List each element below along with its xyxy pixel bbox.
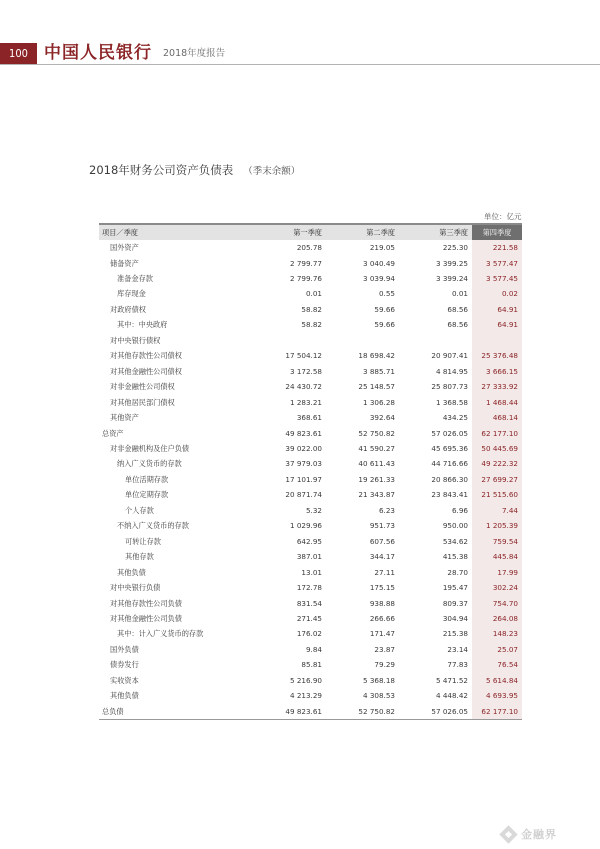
cell-q4: 445.84 bbox=[472, 549, 522, 564]
table-row bbox=[99, 472, 522, 487]
cell-q4: 148.23 bbox=[472, 626, 522, 641]
table-row bbox=[99, 626, 522, 641]
cell-q1: 39 022.00 bbox=[285, 444, 322, 454]
cell-q3: 23 843.41 bbox=[431, 490, 468, 500]
cell-q3: 4 448.42 bbox=[435, 691, 468, 701]
cell-q1: 49 823.61 bbox=[285, 428, 322, 438]
table-row bbox=[99, 503, 522, 518]
row-label: 其他资产 bbox=[110, 413, 139, 423]
cell-q4: 3 577.45 bbox=[472, 271, 522, 286]
cell-q4: 759.54 bbox=[472, 534, 522, 549]
table-header-row bbox=[99, 224, 522, 240]
cell-q4: 3 666.15 bbox=[472, 364, 522, 379]
cell-q3: 68.56 bbox=[447, 320, 468, 330]
cell-q4: 27 333.92 bbox=[472, 379, 522, 394]
row-label: 不纳入广义货币的存款 bbox=[117, 521, 189, 531]
cell-q2: 266.66 bbox=[369, 614, 395, 623]
table-title bbox=[89, 162, 300, 178]
cell-q1: 2 799.77 bbox=[289, 258, 322, 268]
row-label: 其中：计入广义货币的存款 bbox=[117, 629, 204, 639]
cell-q1: 17 504.12 bbox=[285, 351, 322, 361]
cell-q2: 171.47 bbox=[369, 629, 395, 639]
cell-q2: 3 885.71 bbox=[362, 366, 395, 376]
cell-q3: 3 399.24 bbox=[435, 274, 468, 284]
cell-q3: 57 026.05 bbox=[399, 704, 472, 720]
cell-q1: 0.01 bbox=[305, 289, 322, 299]
cell-q1: 85.81 bbox=[301, 660, 322, 670]
cell-q3: 215.38 bbox=[442, 629, 468, 639]
cell-q3: 44 716.66 bbox=[431, 459, 468, 469]
cell-q3: 57 026.05 bbox=[431, 428, 468, 438]
table-row bbox=[99, 240, 522, 255]
page-number: 100 bbox=[0, 43, 37, 64]
cell-q3: 195.47 bbox=[442, 583, 468, 593]
table-row bbox=[99, 549, 522, 564]
cell-q2: 0.55 bbox=[378, 289, 395, 299]
diamond-logo-icon bbox=[499, 825, 517, 843]
cell-q4: 27 699.27 bbox=[472, 472, 522, 487]
table-row bbox=[99, 425, 522, 440]
table-row bbox=[99, 534, 522, 549]
cell-q4: 62 177.10 bbox=[472, 425, 522, 440]
row-label: 国外负债 bbox=[110, 644, 139, 654]
cell-q3: 434.25 bbox=[442, 413, 468, 423]
row-label: 实收资本 bbox=[110, 675, 139, 685]
cell-q1: 3 172.58 bbox=[289, 366, 322, 376]
cell-q3: 304.94 bbox=[442, 614, 468, 623]
cell-q2: 175.15 bbox=[369, 583, 395, 593]
table-row bbox=[99, 364, 522, 379]
cell-q2: 344.17 bbox=[369, 552, 395, 562]
row-label: 其他负债 bbox=[110, 691, 139, 701]
cell-q1: 5.32 bbox=[305, 505, 322, 515]
cell-q1: 387.01 bbox=[296, 552, 322, 562]
header-q4: 第四季度 bbox=[472, 224, 522, 240]
cell-q4: 62 177.10 bbox=[472, 704, 522, 720]
cell-q3: 20 866.30 bbox=[431, 474, 468, 484]
cell-q4: 5 614.84 bbox=[472, 673, 522, 688]
table-row bbox=[99, 333, 522, 348]
cell-q4: 754.70 bbox=[472, 595, 522, 610]
table-row bbox=[99, 302, 522, 317]
cell-q4: 302.24 bbox=[472, 580, 522, 595]
row-label: 其中：中央政府 bbox=[117, 320, 168, 330]
unit-label: 单位：亿元 bbox=[484, 212, 522, 221]
cell-q3: 77.83 bbox=[447, 660, 468, 670]
cell-q3: 3 399.25 bbox=[435, 258, 468, 268]
cell-q4: 7.44 bbox=[472, 503, 522, 518]
watermark-text: 金融界 bbox=[521, 828, 557, 841]
cell-q1: 9.84 bbox=[305, 644, 322, 654]
cell-q3: 45 695.36 bbox=[431, 444, 468, 454]
cell-q1: 58.82 bbox=[301, 304, 322, 314]
table-row bbox=[99, 487, 522, 502]
cell-q1: 49 823.61 bbox=[244, 704, 326, 720]
table-row bbox=[99, 379, 522, 394]
cell-q2: 21 343.87 bbox=[358, 490, 395, 500]
cell-q4: 25.07 bbox=[472, 642, 522, 657]
table-row bbox=[99, 642, 522, 657]
table-row bbox=[99, 271, 522, 286]
cell-q2: 6.23 bbox=[378, 505, 395, 515]
cell-q3: 415.38 bbox=[442, 552, 468, 562]
row-label: 国外资产 bbox=[110, 243, 139, 253]
cell-q1: 24 430.72 bbox=[285, 382, 322, 392]
cell-q2: 41 590.27 bbox=[358, 444, 395, 454]
cell-q2: 18 698.42 bbox=[358, 351, 395, 361]
cell-q3: 225.30 bbox=[442, 243, 468, 253]
cell-q2: 52 750.82 bbox=[358, 428, 395, 438]
row-label: 对中央银行负债 bbox=[110, 583, 161, 593]
cell-q3: 28.70 bbox=[447, 567, 468, 577]
header-q1: 第一季度 bbox=[244, 224, 326, 240]
cell-q4: 264.08 bbox=[472, 611, 522, 626]
cell-q2: 25 148.57 bbox=[358, 382, 395, 392]
cell-q1 bbox=[244, 333, 326, 348]
cell-q1: 20 871.74 bbox=[285, 490, 322, 500]
cell-q1: 271.45 bbox=[296, 614, 322, 623]
bank-name: 中国人民银行 bbox=[44, 43, 152, 63]
table-row bbox=[99, 611, 522, 626]
cell-q4: 0.02 bbox=[472, 286, 522, 301]
cell-q2: 52 750.82 bbox=[326, 704, 399, 720]
table-row bbox=[99, 348, 522, 363]
cell-q1: 17 101.97 bbox=[285, 474, 322, 484]
row-label: 储备资产 bbox=[110, 258, 139, 268]
table-row bbox=[99, 657, 522, 672]
cell-q4: 64.91 bbox=[472, 302, 522, 317]
row-label: 对非金融性公司债权 bbox=[110, 382, 175, 392]
cell-q3: 950.00 bbox=[442, 521, 468, 531]
cell-q2: 4 308.53 bbox=[362, 691, 395, 701]
table-row bbox=[99, 317, 522, 332]
page-header bbox=[0, 43, 600, 65]
cell-q2: 219.05 bbox=[369, 243, 395, 253]
table-row bbox=[99, 688, 522, 703]
cell-q2: 23.87 bbox=[374, 644, 395, 654]
row-label: 对中央银行债权 bbox=[110, 335, 161, 345]
table-row bbox=[99, 673, 522, 688]
row-label: 对政府债权 bbox=[110, 304, 146, 314]
cell-q2: 392.64 bbox=[369, 413, 395, 423]
cell-q2: 3 039.94 bbox=[362, 274, 395, 284]
cell-q1: 176.02 bbox=[296, 629, 322, 639]
row-label: 对其他存款性公司债权 bbox=[110, 351, 182, 361]
table-row bbox=[99, 704, 522, 720]
row-label: 债券发行 bbox=[110, 660, 139, 670]
cell-q4: 221.58 bbox=[472, 240, 522, 255]
header-q2: 第二季度 bbox=[326, 224, 399, 240]
cell-q1: 831.54 bbox=[296, 598, 322, 608]
row-label: 个人存款 bbox=[125, 505, 154, 515]
cell-q4: 21 515.60 bbox=[472, 487, 522, 502]
row-label: 准备金存款 bbox=[117, 274, 153, 284]
cell-q3: 0.01 bbox=[451, 289, 468, 299]
cell-q3: 809.37 bbox=[442, 598, 468, 608]
cell-q2 bbox=[326, 333, 399, 348]
row-label: 总负债 bbox=[99, 704, 244, 720]
row-label: 对其他金融性公司负债 bbox=[110, 614, 182, 623]
table-row bbox=[99, 441, 522, 456]
table-row bbox=[99, 456, 522, 471]
table-title-text: 2018年财务公司资产负债表 bbox=[89, 163, 234, 177]
cell-q2: 27.11 bbox=[374, 567, 395, 577]
cell-q2: 607.56 bbox=[369, 536, 395, 546]
cell-q2: 40 611.43 bbox=[358, 459, 395, 469]
cell-q2: 19 261.33 bbox=[358, 474, 395, 484]
cell-q4: 25 376.48 bbox=[472, 348, 522, 363]
cell-q3: 1 368.58 bbox=[435, 397, 468, 407]
cell-q2: 1 306.28 bbox=[362, 397, 395, 407]
cell-q4: 3 577.47 bbox=[472, 255, 522, 270]
cell-q4: 17.99 bbox=[472, 565, 522, 580]
cell-q1: 58.82 bbox=[301, 320, 322, 330]
cell-q1: 642.95 bbox=[296, 536, 322, 546]
cell-q3: 4 814.95 bbox=[435, 366, 468, 376]
cell-q1: 205.78 bbox=[296, 243, 322, 253]
cell-q1: 4 213.29 bbox=[289, 691, 322, 701]
balance-sheet-table bbox=[99, 223, 522, 720]
table-subtitle: （季末余额） bbox=[243, 166, 301, 177]
cell-q4: 468.14 bbox=[472, 410, 522, 425]
cell-q1: 37 979.03 bbox=[285, 459, 322, 469]
header-item: 项目／季度 bbox=[99, 224, 244, 240]
table-row bbox=[99, 595, 522, 610]
table-row bbox=[99, 565, 522, 580]
table-row bbox=[99, 255, 522, 270]
cell-q4: 49 222.32 bbox=[472, 456, 522, 471]
cell-q3: 68.56 bbox=[447, 304, 468, 314]
table-row bbox=[99, 286, 522, 301]
cell-q2: 951.73 bbox=[369, 521, 395, 531]
table-row bbox=[99, 580, 522, 595]
table-row bbox=[99, 410, 522, 425]
cell-q4: 4 693.95 bbox=[472, 688, 522, 703]
cell-q4: 76.54 bbox=[472, 657, 522, 672]
row-label: 纳入广义货币的存款 bbox=[117, 459, 182, 469]
row-label: 单位活期存款 bbox=[125, 474, 169, 484]
cell-q1: 1 283.21 bbox=[289, 397, 322, 407]
table-row bbox=[99, 395, 522, 410]
cell-q2: 59.66 bbox=[374, 304, 395, 314]
cell-q1: 368.61 bbox=[296, 413, 322, 423]
cell-q2: 5 368.18 bbox=[362, 675, 395, 685]
row-label: 对非金融机构及住户负债 bbox=[110, 444, 190, 454]
row-label: 可转让存款 bbox=[125, 536, 161, 546]
header-q3: 第三季度 bbox=[399, 224, 472, 240]
cell-q4: 1 205.39 bbox=[472, 518, 522, 533]
cell-q3: 20 907.41 bbox=[431, 351, 468, 361]
cell-q1: 13.01 bbox=[301, 567, 322, 577]
cell-q3: 25 807.73 bbox=[431, 382, 468, 392]
row-label: 对其他居民部门债权 bbox=[110, 397, 175, 407]
cell-q2: 59.66 bbox=[374, 320, 395, 330]
cell-q2: 3 040.49 bbox=[362, 258, 395, 268]
cell-q3: 23.14 bbox=[447, 644, 468, 654]
cell-q3: 6.96 bbox=[451, 505, 468, 515]
cell-q4 bbox=[472, 333, 522, 348]
row-label: 其他存款 bbox=[125, 552, 154, 562]
cell-q4: 50 445.69 bbox=[472, 441, 522, 456]
cell-q4: 64.91 bbox=[472, 317, 522, 332]
cell-q3: 5 471.52 bbox=[435, 675, 468, 685]
cell-q3 bbox=[399, 333, 472, 348]
cell-q1: 5 216.90 bbox=[289, 675, 322, 685]
cell-q4: 1 468.44 bbox=[472, 395, 522, 410]
cell-q1: 1 029.96 bbox=[289, 521, 322, 531]
row-label: 其他负债 bbox=[117, 567, 146, 577]
table-body bbox=[99, 240, 522, 720]
table-row bbox=[99, 518, 522, 533]
row-label: 总资产 bbox=[102, 428, 124, 438]
report-name: 2018年度报告 bbox=[163, 48, 226, 59]
row-label: 库存现金 bbox=[117, 289, 146, 299]
row-label: 对其他存款性公司负债 bbox=[110, 598, 182, 608]
row-label: 对其他金融性公司债权 bbox=[110, 366, 182, 376]
cell-q2: 938.88 bbox=[369, 598, 395, 608]
cell-q1: 172.78 bbox=[296, 583, 322, 593]
row-label: 单位定期存款 bbox=[125, 490, 169, 500]
cell-q1: 2 799.76 bbox=[289, 274, 322, 284]
watermark bbox=[502, 826, 557, 842]
cell-q3: 534.62 bbox=[442, 536, 468, 546]
cell-q2: 79.29 bbox=[374, 660, 395, 670]
